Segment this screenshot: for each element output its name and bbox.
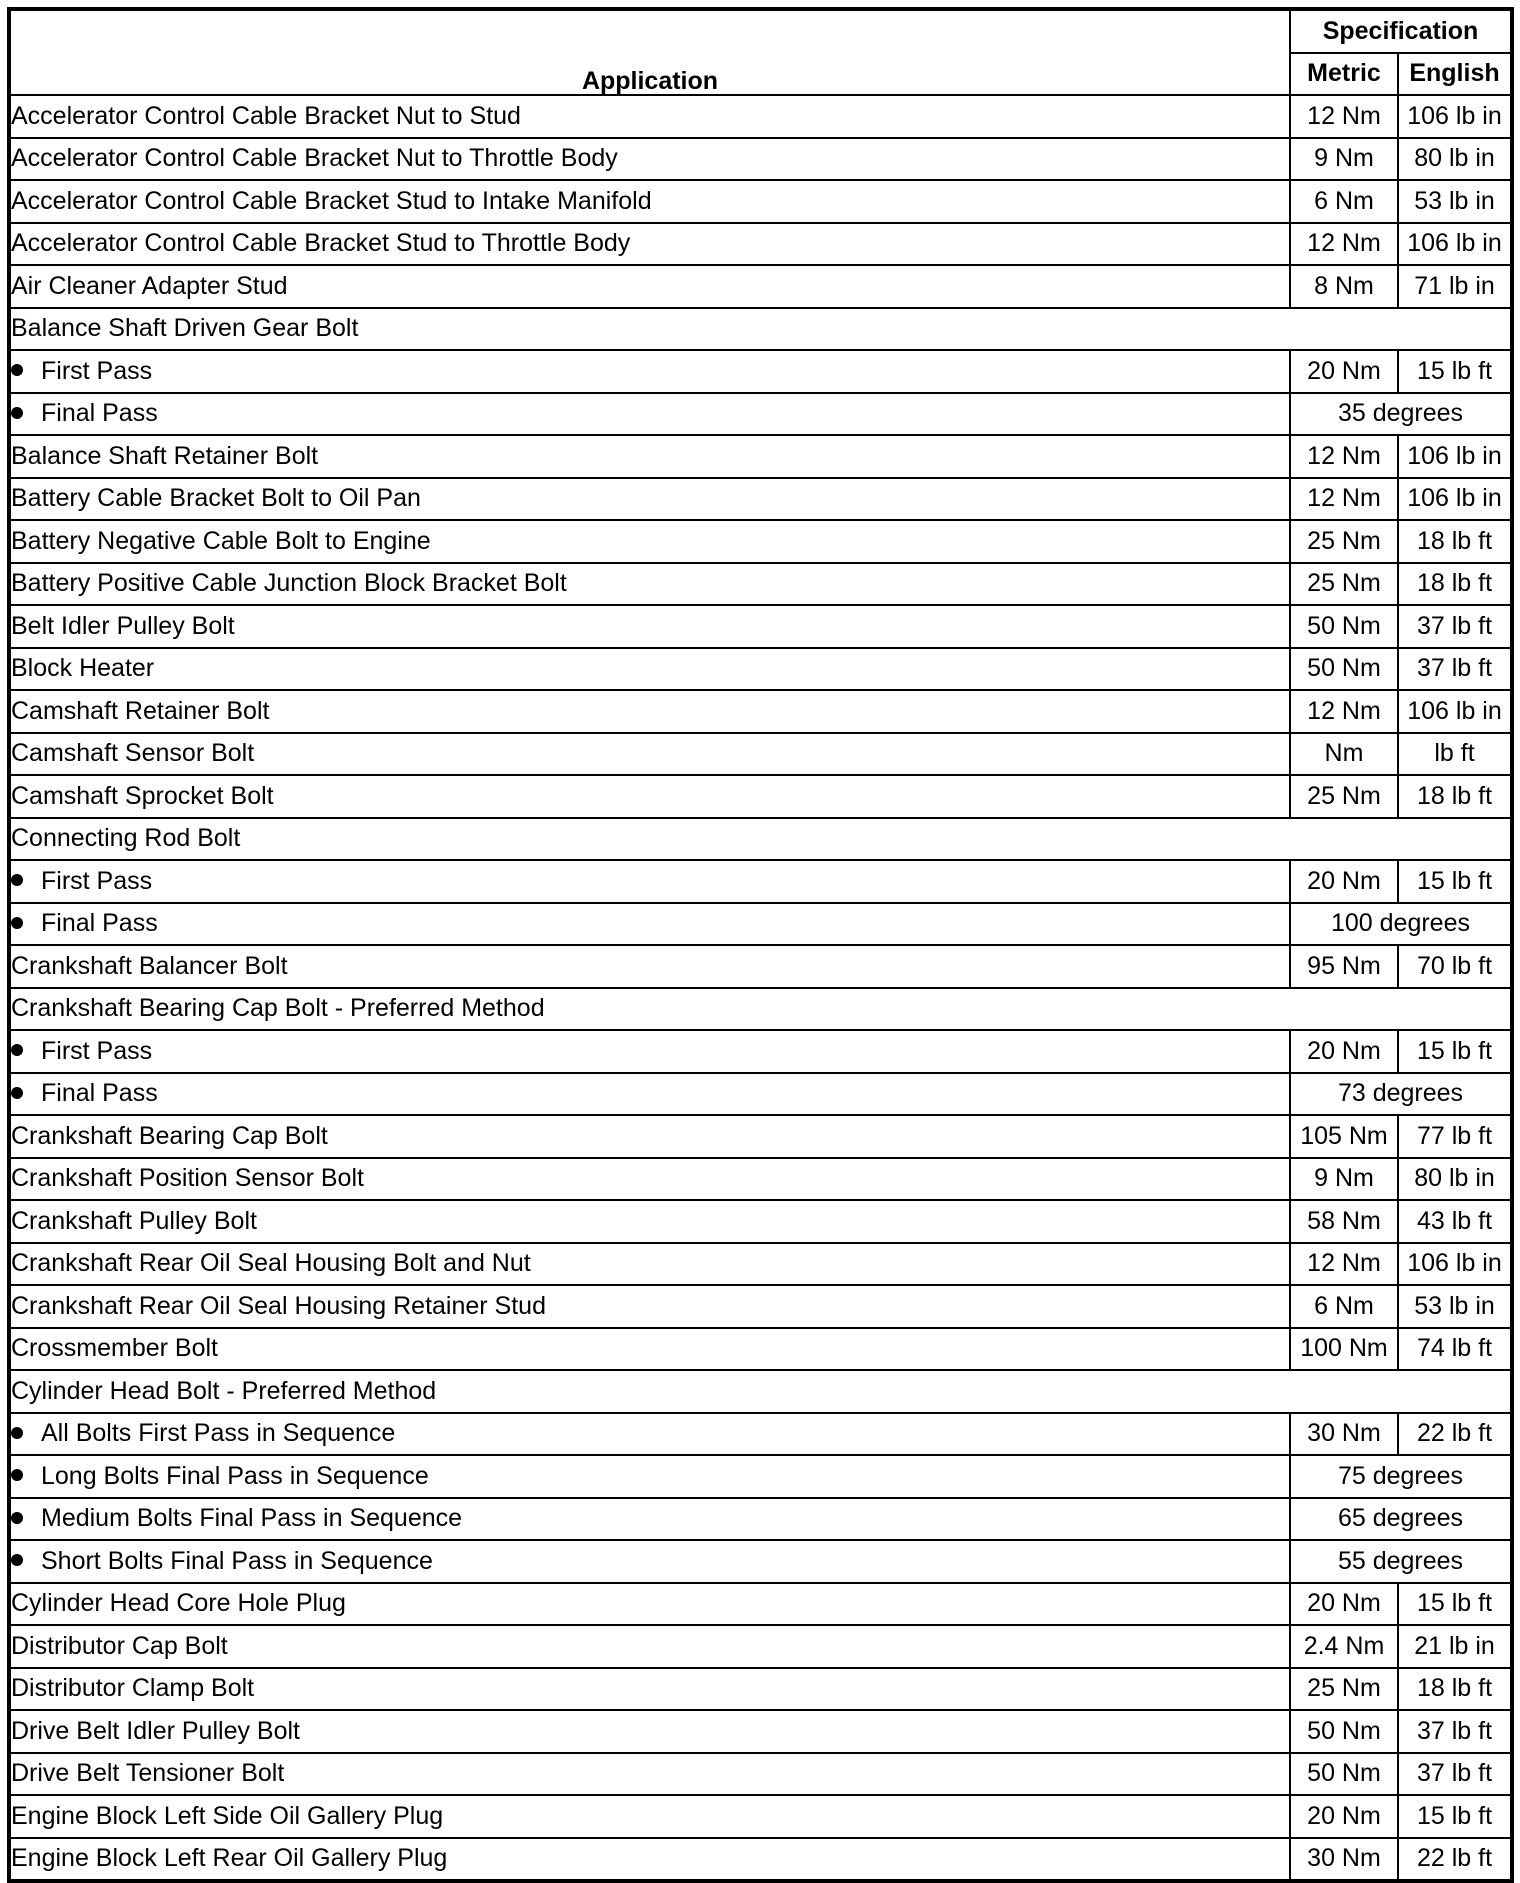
bullet-icon bbox=[11, 1512, 23, 1524]
application-label: Accelerator Control Cable Bracket Nut to Stud bbox=[11, 101, 521, 130]
metric-value-cell: 6 Nm bbox=[1290, 180, 1398, 223]
metric-value-cell: 20 Nm bbox=[1290, 1030, 1398, 1073]
application-label: Camshaft Sensor Bolt bbox=[11, 739, 255, 768]
application-label: Crankshaft Pulley Bolt bbox=[11, 1206, 257, 1235]
group-heading-cell: Connecting Rod Bolt bbox=[9, 818, 1512, 861]
sub-step-cell bbox=[9, 1030, 1290, 1073]
metric-value-cell: 30 Nm bbox=[1290, 1413, 1398, 1456]
sub-step-label: Long Bolts Final Pass in Sequence bbox=[41, 1461, 429, 1490]
table-row bbox=[9, 435, 1512, 478]
table-row bbox=[9, 1795, 1512, 1838]
metric-value-cell: 25 Nm bbox=[1290, 520, 1398, 563]
english-value-cell: 18 lb ft bbox=[1398, 1668, 1512, 1711]
table-row bbox=[9, 818, 1512, 861]
metric-value-cell: 20 Nm bbox=[1290, 1583, 1398, 1626]
english-value-cell: 106 lb in bbox=[1398, 478, 1512, 521]
metric-header: Metric bbox=[1290, 53, 1398, 96]
application-label: Engine Block Left Rear Oil Gallery Plug bbox=[11, 1844, 448, 1873]
table-row bbox=[9, 1498, 1512, 1541]
table-row bbox=[9, 1030, 1512, 1073]
sub-step-label: All Bolts First Pass in Sequence bbox=[41, 1419, 396, 1448]
table-row bbox=[9, 1158, 1512, 1201]
table-row bbox=[9, 1285, 1512, 1328]
bullet-icon bbox=[11, 1044, 23, 1056]
application-cell bbox=[9, 1158, 1290, 1201]
sub-step-cell bbox=[9, 350, 1290, 393]
metric-value-cell: 12 Nm bbox=[1290, 435, 1398, 478]
application-cell bbox=[9, 775, 1290, 818]
application-label: Camshaft Sprocket Bolt bbox=[11, 781, 274, 810]
application-label: Crossmember Bolt bbox=[11, 1334, 218, 1363]
sub-step-cell bbox=[9, 860, 1290, 903]
table-row bbox=[9, 478, 1512, 521]
english-value-cell: 70 lb ft bbox=[1398, 945, 1512, 988]
sub-step-cell bbox=[9, 393, 1290, 436]
table-row bbox=[9, 223, 1512, 266]
application-label: Camshaft Retainer Bolt bbox=[11, 696, 270, 725]
application-cell bbox=[9, 648, 1290, 691]
application-label: Drive Belt Tensioner Bolt bbox=[11, 1759, 285, 1788]
english-value-cell: 77 lb ft bbox=[1398, 1115, 1512, 1158]
metric-value-cell: 12 Nm bbox=[1290, 223, 1398, 266]
metric-value-cell: 9 Nm bbox=[1290, 138, 1398, 181]
table-row bbox=[9, 1115, 1512, 1158]
english-value-cell: 106 lb in bbox=[1398, 690, 1512, 733]
metric-value-cell: 25 Nm bbox=[1290, 1668, 1398, 1711]
application-label: Engine Block Left Side Oil Gallery Plug bbox=[11, 1801, 444, 1830]
english-value-cell: 15 lb ft bbox=[1398, 1583, 1512, 1626]
english-value-cell: 53 lb in bbox=[1398, 180, 1512, 223]
application-cell bbox=[9, 690, 1290, 733]
table-row bbox=[9, 350, 1512, 393]
table-row bbox=[9, 1073, 1512, 1116]
angle-spec-cell: 35 degrees bbox=[1290, 393, 1512, 436]
english-value-cell: lb ft bbox=[1398, 733, 1512, 776]
application-label: Crankshaft Bearing Cap Bolt bbox=[11, 1121, 328, 1150]
sub-step-cell bbox=[9, 1540, 1290, 1583]
bullet-icon bbox=[11, 1427, 23, 1439]
english-value-cell: 74 lb ft bbox=[1398, 1328, 1512, 1371]
application-cell bbox=[9, 1583, 1290, 1626]
english-value-cell: 15 lb ft bbox=[1398, 350, 1512, 393]
application-label: Crankshaft Balancer Bolt bbox=[11, 951, 288, 980]
metric-value-cell: 8 Nm bbox=[1290, 265, 1398, 308]
group-heading-cell: Balance Shaft Driven Gear Bolt bbox=[9, 308, 1512, 351]
fastener-spec-table bbox=[7, 7, 1514, 1883]
table-row bbox=[9, 1753, 1512, 1796]
application-cell bbox=[9, 1753, 1290, 1796]
table-row bbox=[9, 1413, 1512, 1456]
application-label: Accelerator Control Cable Bracket Stud to Throttle Body bbox=[11, 229, 631, 258]
application-cell bbox=[9, 435, 1290, 478]
bullet-icon bbox=[11, 1554, 23, 1566]
english-value-cell: 22 lb ft bbox=[1398, 1838, 1512, 1882]
table-row bbox=[9, 860, 1512, 903]
metric-value-cell: 30 Nm bbox=[1290, 1838, 1398, 1882]
application-label: Accelerator Control Cable Bracket Nut to Throttle Body bbox=[11, 144, 618, 173]
sub-step-cell bbox=[9, 1413, 1290, 1456]
bullet-icon bbox=[11, 364, 23, 376]
application-cell bbox=[9, 1115, 1290, 1158]
sub-step-cell bbox=[9, 1498, 1290, 1541]
application-label: Battery Cable Bracket Bolt to Oil Pan bbox=[11, 484, 421, 513]
english-value-cell: 43 lb ft bbox=[1398, 1200, 1512, 1243]
sub-step-cell bbox=[9, 1073, 1290, 1116]
table-row bbox=[9, 180, 1512, 223]
table-row bbox=[9, 1838, 1512, 1882]
english-value-cell: 37 lb ft bbox=[1398, 1710, 1512, 1753]
torque-spec-sheet bbox=[7, 7, 1510, 1883]
sub-step-label: Final Pass bbox=[41, 399, 158, 428]
metric-value-cell: 12 Nm bbox=[1290, 478, 1398, 521]
angle-spec-cell: 75 degrees bbox=[1290, 1455, 1512, 1498]
bullet-icon bbox=[11, 407, 23, 419]
table-row bbox=[9, 1328, 1512, 1371]
sub-step-label: Final Pass bbox=[41, 1079, 158, 1108]
angle-spec-cell: 100 degrees bbox=[1290, 903, 1512, 946]
metric-value-cell: 95 Nm bbox=[1290, 945, 1398, 988]
application-cell bbox=[9, 138, 1290, 181]
application-cell bbox=[9, 1243, 1290, 1286]
group-heading-cell: Cylinder Head Bolt - Preferred Method bbox=[9, 1370, 1512, 1413]
sub-step-label: Final Pass bbox=[41, 909, 158, 938]
specification-header: Specification bbox=[1290, 9, 1512, 53]
angle-spec-cell: 73 degrees bbox=[1290, 1073, 1512, 1116]
metric-value-cell: 12 Nm bbox=[1290, 690, 1398, 733]
application-label: Accelerator Control Cable Bracket Stud to Intake Manifold bbox=[11, 186, 652, 215]
table-row bbox=[9, 690, 1512, 733]
application-cell bbox=[9, 605, 1290, 648]
table-row bbox=[9, 1583, 1512, 1626]
sub-step-cell bbox=[9, 903, 1290, 946]
metric-value-cell: 12 Nm bbox=[1290, 95, 1398, 138]
application-label: Block Heater bbox=[11, 654, 155, 683]
application-label: Battery Negative Cable Bolt to Engine bbox=[11, 526, 431, 555]
application-header: Application bbox=[9, 9, 1290, 95]
table-row bbox=[9, 1370, 1512, 1413]
english-value-cell: 80 lb in bbox=[1398, 1158, 1512, 1201]
application-cell bbox=[9, 1625, 1290, 1668]
table-row bbox=[9, 138, 1512, 181]
bullet-icon bbox=[11, 1087, 23, 1099]
table-row bbox=[9, 648, 1512, 691]
application-label: Cylinder Head Core Hole Plug bbox=[11, 1589, 346, 1618]
metric-value-cell: 20 Nm bbox=[1290, 1795, 1398, 1838]
application-cell bbox=[9, 733, 1290, 776]
english-value-cell: 106 lb in bbox=[1398, 1243, 1512, 1286]
angle-spec-cell: 55 degrees bbox=[1290, 1540, 1512, 1583]
metric-value-cell: 50 Nm bbox=[1290, 605, 1398, 648]
metric-value-cell: 100 Nm bbox=[1290, 1328, 1398, 1371]
sub-step-label: Short Bolts Final Pass in Sequence bbox=[41, 1546, 433, 1575]
application-label: Balance Shaft Retainer Bolt bbox=[11, 441, 319, 470]
english-value-cell: 18 lb ft bbox=[1398, 775, 1512, 818]
application-label: Belt Idler Pulley Bolt bbox=[11, 611, 235, 640]
sub-step-cell bbox=[9, 1455, 1290, 1498]
table-row bbox=[9, 520, 1512, 563]
sub-step-label: First Pass bbox=[41, 1036, 153, 1065]
table-row bbox=[9, 95, 1512, 138]
application-cell bbox=[9, 1328, 1290, 1371]
table-row bbox=[9, 1668, 1512, 1711]
english-value-cell: 106 lb in bbox=[1398, 223, 1512, 266]
bullet-icon bbox=[11, 874, 23, 886]
english-value-cell: 37 lb ft bbox=[1398, 605, 1512, 648]
application-cell bbox=[9, 563, 1290, 606]
english-value-cell: 106 lb in bbox=[1398, 95, 1512, 138]
english-value-cell: 15 lb ft bbox=[1398, 1795, 1512, 1838]
english-value-cell: 53 lb in bbox=[1398, 1285, 1512, 1328]
application-label: Distributor Cap Bolt bbox=[11, 1631, 228, 1660]
table-row bbox=[9, 988, 1512, 1031]
application-cell bbox=[9, 265, 1290, 308]
application-cell bbox=[9, 1710, 1290, 1753]
application-cell bbox=[9, 945, 1290, 988]
application-cell bbox=[9, 1200, 1290, 1243]
application-cell bbox=[9, 180, 1290, 223]
table-row bbox=[9, 1540, 1512, 1583]
table-row bbox=[9, 733, 1512, 776]
sub-step-label: Medium Bolts Final Pass in Sequence bbox=[41, 1504, 463, 1533]
table-row bbox=[9, 605, 1512, 648]
table-row bbox=[9, 945, 1512, 988]
table-row bbox=[9, 1710, 1512, 1753]
english-value-cell: 37 lb ft bbox=[1398, 1753, 1512, 1796]
application-cell bbox=[9, 1668, 1290, 1711]
application-label: Air Cleaner Adapter Stud bbox=[11, 271, 288, 300]
table-row bbox=[9, 393, 1512, 436]
application-cell bbox=[9, 1795, 1290, 1838]
table-row bbox=[9, 1455, 1512, 1498]
english-value-cell: 18 lb ft bbox=[1398, 563, 1512, 606]
application-cell bbox=[9, 1838, 1290, 1882]
table-row bbox=[9, 1625, 1512, 1668]
sub-step-label: First Pass bbox=[41, 866, 153, 895]
english-value-cell: 15 lb ft bbox=[1398, 860, 1512, 903]
bullet-icon bbox=[11, 917, 23, 929]
metric-value-cell: 25 Nm bbox=[1290, 775, 1398, 818]
application-label: Crankshaft Rear Oil Seal Housing Bolt and Nut bbox=[11, 1249, 531, 1278]
table-header bbox=[9, 9, 1512, 95]
application-cell bbox=[9, 1285, 1290, 1328]
application-label: Crankshaft Position Sensor Bolt bbox=[11, 1164, 364, 1193]
metric-value-cell: 20 Nm bbox=[1290, 350, 1398, 393]
group-heading-cell: Crankshaft Bearing Cap Bolt - Preferred Method bbox=[9, 988, 1512, 1031]
application-cell bbox=[9, 520, 1290, 563]
english-value-cell: 80 lb in bbox=[1398, 138, 1512, 181]
metric-value-cell: 6 Nm bbox=[1290, 1285, 1398, 1328]
metric-value-cell: 25 Nm bbox=[1290, 563, 1398, 606]
metric-value-cell: 2.4 Nm bbox=[1290, 1625, 1398, 1668]
table-row bbox=[9, 563, 1512, 606]
table-row bbox=[9, 308, 1512, 351]
metric-value-cell: 20 Nm bbox=[1290, 860, 1398, 903]
sub-step-label: First Pass bbox=[41, 356, 153, 385]
table-row bbox=[9, 903, 1512, 946]
application-label: Crankshaft Rear Oil Seal Housing Retainer Stud bbox=[11, 1291, 546, 1320]
table-row bbox=[9, 775, 1512, 818]
bullet-icon bbox=[11, 1469, 23, 1481]
table-row bbox=[9, 1243, 1512, 1286]
table-row bbox=[9, 1200, 1512, 1243]
english-value-cell: 22 lb ft bbox=[1398, 1413, 1512, 1456]
english-value-cell: 18 lb ft bbox=[1398, 520, 1512, 563]
english-value-cell: 37 lb ft bbox=[1398, 648, 1512, 691]
application-cell bbox=[9, 223, 1290, 266]
application-label: Distributor Clamp Bolt bbox=[11, 1674, 255, 1703]
metric-value-cell: 58 Nm bbox=[1290, 1200, 1398, 1243]
metric-value-cell: 50 Nm bbox=[1290, 1710, 1398, 1753]
metric-value-cell: 50 Nm bbox=[1290, 648, 1398, 691]
metric-value-cell: 105 Nm bbox=[1290, 1115, 1398, 1158]
english-header: English bbox=[1398, 53, 1512, 96]
metric-value-cell: 9 Nm bbox=[1290, 1158, 1398, 1201]
english-value-cell: 15 lb ft bbox=[1398, 1030, 1512, 1073]
metric-value-cell: 12 Nm bbox=[1290, 1243, 1398, 1286]
metric-value-cell: Nm bbox=[1290, 733, 1398, 776]
english-value-cell: 106 lb in bbox=[1398, 435, 1512, 478]
application-label: Drive Belt Idler Pulley Bolt bbox=[11, 1716, 301, 1745]
english-value-cell: 71 lb in bbox=[1398, 265, 1512, 308]
metric-value-cell: 50 Nm bbox=[1290, 1753, 1398, 1796]
table-row bbox=[9, 265, 1512, 308]
application-label: Battery Positive Cable Junction Block Bracket Bolt bbox=[11, 569, 567, 598]
table-body bbox=[9, 95, 1512, 1881]
application-cell bbox=[9, 478, 1290, 521]
english-value-cell: 21 lb in bbox=[1398, 1625, 1512, 1668]
angle-spec-cell: 65 degrees bbox=[1290, 1498, 1512, 1541]
application-cell bbox=[9, 95, 1290, 138]
